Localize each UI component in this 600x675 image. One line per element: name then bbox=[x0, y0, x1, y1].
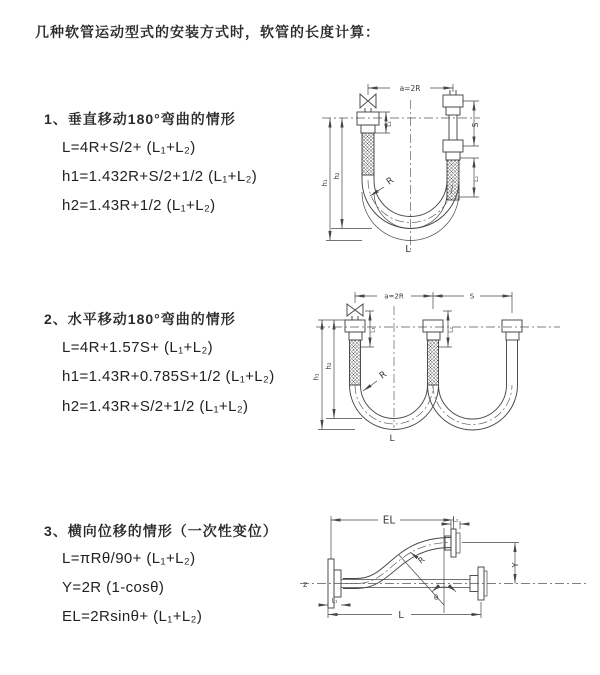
dim-label-l2: L₂ bbox=[447, 327, 455, 333]
centerline-break-mark: z bbox=[303, 580, 308, 589]
dim-label-a2r: a=2R bbox=[399, 84, 421, 93]
section2-formula-h1: h1=1.43R+0.785S+1/2 (L₁+L₂) bbox=[62, 368, 275, 385]
dim-label-s: S bbox=[469, 292, 475, 301]
section3-formula-l: L=πRθ/90+ (L₁+L₂) bbox=[62, 550, 196, 567]
dim-label-l: L bbox=[389, 434, 395, 444]
diagram-horizontal-180 bbox=[313, 292, 561, 444]
dim-label-l: L bbox=[405, 244, 411, 255]
dim-label-h1: h₁ bbox=[312, 373, 321, 381]
dim-label-h2: h₂ bbox=[333, 172, 341, 180]
dim-label-y: Y bbox=[511, 562, 520, 568]
diagram-vertical-180 bbox=[321, 84, 480, 255]
dim-label-a2r: a=2R bbox=[384, 292, 404, 301]
section1-formula-h2: h2=1.43R+1/2 (L₁+L₂) bbox=[62, 197, 216, 214]
section2-formula-h2: h2=1.43R+S/2+1/2 (L₁+L₂) bbox=[62, 398, 249, 415]
dim-label-l: L bbox=[398, 610, 404, 621]
dim-label-l1: L₁ bbox=[386, 121, 393, 127]
dim-label-r: R bbox=[384, 175, 396, 188]
section2-formula-l: L=4R+1.57S+ (L₁+L₂) bbox=[62, 339, 214, 356]
dim-label-h2: h₂ bbox=[325, 362, 333, 370]
page-title: 几种软管运动型式的安装方式时，软管的长度计算： bbox=[35, 24, 380, 40]
valve-icon bbox=[347, 304, 363, 316]
braided-hose-middle bbox=[428, 340, 439, 385]
dim-label-h1: h₁ bbox=[321, 179, 329, 187]
section1-formula-l: L=4R+S/2+ (L₁+L₂) bbox=[62, 139, 196, 156]
dim-label-r: R bbox=[416, 555, 427, 566]
section1-heading: 1、垂直移动180°弯曲的情形 bbox=[44, 111, 236, 127]
dim-label-l2: L₂ bbox=[452, 516, 459, 524]
valve-icon bbox=[360, 94, 376, 108]
dim-label-s: S bbox=[471, 122, 480, 128]
section1-formula-h1: h1=1.432R+S/2+1/2 (L₁+L₂) bbox=[62, 168, 258, 185]
section3-formula-el: EL=2Rsinθ+ (L₁+L₂) bbox=[62, 608, 203, 625]
dim-label-l1: L₁ bbox=[331, 597, 338, 605]
section3-formula-y: Y=2R (1-cosθ) bbox=[62, 579, 165, 596]
braided-hose-left bbox=[350, 340, 361, 385]
dim-label-r: R bbox=[377, 369, 389, 382]
dim-label-el: EL bbox=[382, 514, 396, 527]
dim-label-l1: L₁ bbox=[369, 327, 377, 333]
diagram-lateral-displacement bbox=[300, 515, 588, 622]
section2-heading: 2、水平移动180°弯曲的情形 bbox=[44, 311, 236, 327]
dim-label-l2: L₂ bbox=[473, 176, 480, 182]
section3-heading: 3、横向位移的情形（一次性变位） bbox=[44, 523, 278, 539]
dim-label-theta: θ bbox=[434, 594, 439, 602]
braided-hose-left bbox=[362, 133, 374, 175]
